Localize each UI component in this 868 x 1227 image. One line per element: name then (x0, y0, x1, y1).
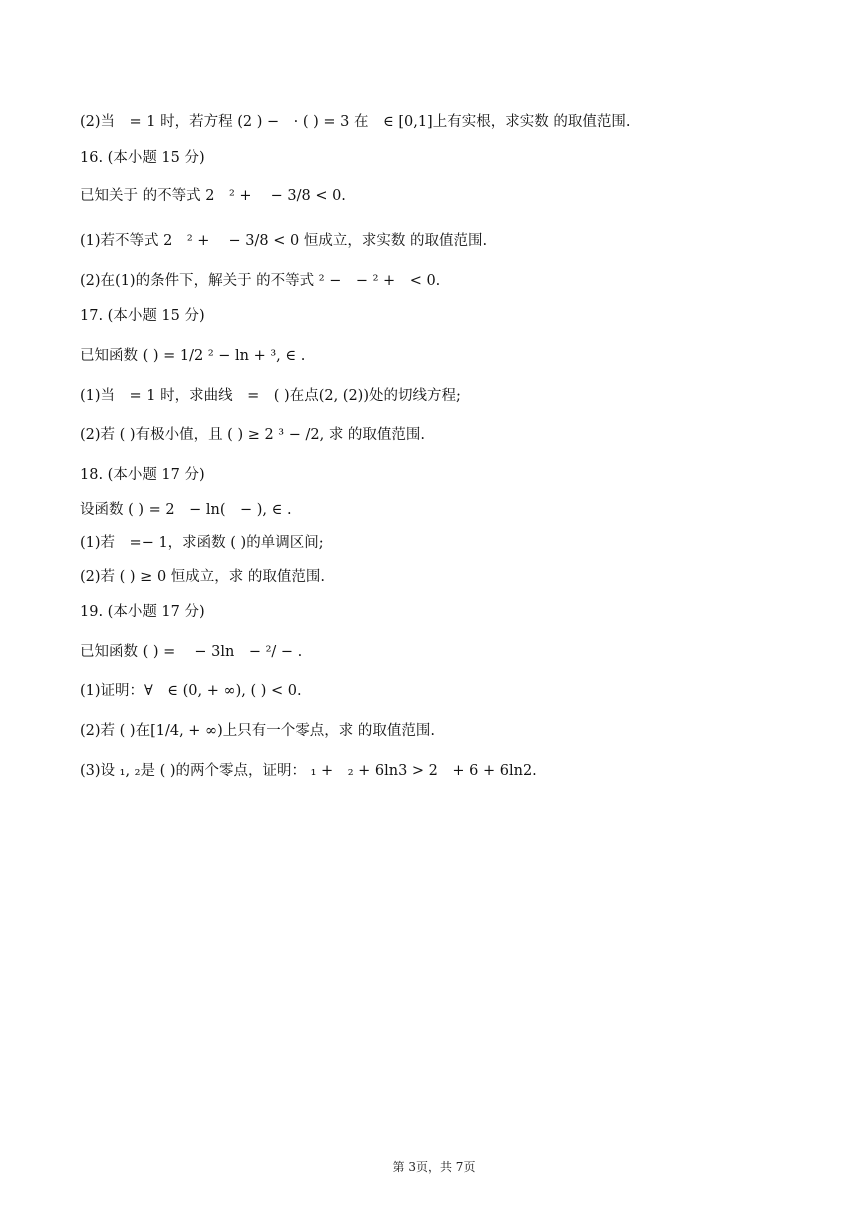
problem-16-stem: 已知关于 的不等式 2 ² + − 3/8 < 0. (80, 188, 346, 204)
problem-19-heading: 19. (本小题 17 分) (80, 604, 205, 620)
problem-16-part-1: (1)若不等式 2 ² + − 3/8 < 0 恒成立，求实数 的取值范围. (80, 233, 488, 249)
problem-18-heading: 18. (本小题 17 分) (80, 467, 205, 483)
problem-18-part-2: (2)若 ( ) ≥ 0 恒成立，求 的取值范围. (80, 569, 325, 585)
problem-17-part-2: (2)若 ( )有极小值，且 ( ) ≥ 2 ³ − /2, 求 的取值范围. (80, 427, 426, 443)
problem-19-part-3: (3)设 ₁, ₂是 ( )的两个零点，证明： ₁ + ₂ + 6ln3 > 2 + 6 + 6ln2. (80, 763, 537, 779)
problem-17-stem: 已知函数 ( ) = 1/2 ² − ln + ³, ∈ . (80, 348, 306, 364)
problem-15-part-2: (2)当 = 1 时，若方程 (2 ) − · ( ) = 3 在 ∈ [0,1]上有实根，求实数 的取值范围. (80, 114, 631, 130)
problem-18-stem: 设函数 ( ) = 2 − ln( − ), ∈ . (80, 502, 292, 518)
page-footer: 第 3页，共 7页 (392, 1160, 476, 1174)
problem-17-heading: 17. (本小题 15 分) (80, 308, 205, 324)
problem-16-part-2: (2)在(1)的条件下，解关于 的不等式 ² − − ² + < 0. (80, 273, 441, 289)
problem-17-part-1: (1)当 = 1 时，求曲线 = ( )在点(2, (2))处的切线方程; (80, 388, 461, 404)
problem-18-part-1: (1)若 =− 1，求函数 ( )的单调区间; (80, 535, 324, 551)
problem-19-part-2: (2)若 ( )在[1/4, + ∞)上只有一个零点，求 的取值范围. (80, 723, 435, 739)
problem-19-stem: 已知函数 ( ) = − 3ln − ²/ − . (80, 644, 303, 660)
problem-16-heading: 16. (本小题 15 分) (80, 150, 205, 166)
problem-19-part-1: (1)证明：∀ ∈ (0, + ∞), ( ) < 0. (80, 683, 302, 699)
